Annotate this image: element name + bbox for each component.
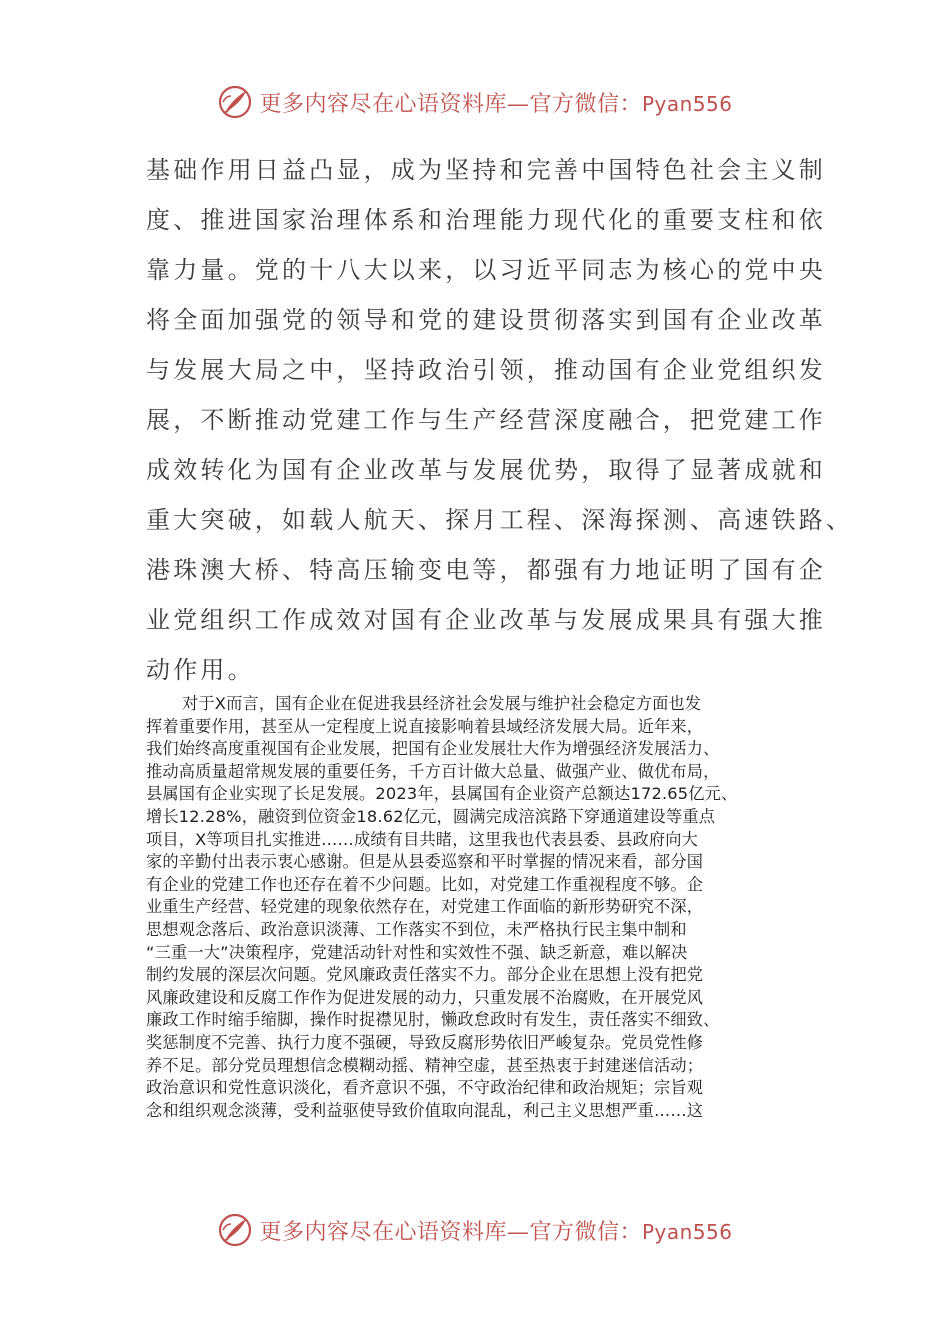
paragraph-line: 业重生产经营、轻党建的现象依然存在，对党建工作面临的新形势研究不深， [146, 897, 704, 917]
watermark-text [259, 87, 732, 118]
paragraph-line: 动作用。 [146, 656, 255, 684]
paragraph-line: 念和组织观念淡薄，受利益驱使导致价值取向混乱，利己主义思想严重……这 [146, 1100, 704, 1120]
paragraph-line: 港珠澳大桥、特高压输变电等，都强有力地证明了国有企 [146, 556, 826, 584]
paragraph-line: 靠力量。党的十八大以来，以习近平同志为核心的党中央 [146, 256, 826, 284]
paragraph-line: 项目，X等项目扎实推进……成绩有目共睹，这里我也代表县委、县政府向大 [146, 829, 699, 849]
watermark-wechat-id: Pyan556 [642, 91, 733, 116]
quill-pen-logo-icon [217, 84, 253, 120]
paragraph-line: 我们始终高度重视国有企业发展，把国有企业发展壮大作为增强经济发展活力、 [146, 739, 720, 759]
watermark-label: 更多内容尽在心语资料库—官方微信： [259, 91, 642, 117]
paragraph-line: 展，不断推动党建工作与生产经营深度融合，把党建工作 [146, 406, 826, 434]
paragraph-line: 思想观念落后、政治意识淡薄、工作落实不到位，未严格执行民主集中制和 [146, 919, 687, 939]
paragraph-line: 风廉政建设和反腐工作作为促进发展的动力，只重发展不治腐败，在开展党风 [146, 987, 704, 1007]
watermark-label: 更多内容尽在心语资料库—官方微信： [259, 1219, 642, 1245]
paragraph-line: 制约发展的深层次问题。党风廉政责任落实不力。部分企业在思想上没有把党 [146, 965, 704, 985]
paragraph-line: 县属国有企业实现了长足发展。2023年，县属国有企业资产总额达172.65亿元、 [146, 784, 738, 804]
paragraph-line: 对于X而言，国有企业在促进我县经济社会发展与维护社会稳定方面也发 [182, 694, 702, 713]
paragraph-line: 推动高质量超常规发展的重要任务，千方百计做大总量、做强产业、做优布局， [146, 761, 720, 781]
paragraph-line: 养不足。部分党员理想信念模糊动摇、精神空虚，甚至热衷于封建迷信活动； [146, 1055, 704, 1075]
paragraph-line: 度、推进国家治理体系和治理能力现代化的重要支柱和依 [146, 206, 826, 234]
watermark-text [259, 1215, 732, 1246]
paragraph-line: 家的辛勤付出表示衷心感谢。但是从县委巡察和平时掌握的情况来看，部分国 [146, 852, 704, 872]
paragraph-line: 业党组织工作成效对国有企业改革与发展成果具有强大推 [146, 606, 826, 634]
paragraph-line: 政治意识和党性意识淡化，看齐意识不强，不守政治纪律和政治规矩；宗旨观 [146, 1078, 704, 1098]
watermark-wechat-id: Pyan556 [642, 1219, 733, 1244]
paragraph-line: 与发展大局之中，坚持政治引领，推动国有企业党组织发 [146, 356, 826, 384]
large-paragraph [146, 145, 854, 695]
paragraph-line: 重大突破，如载人航天、探月工程、深海探测、高速铁路、 [146, 506, 854, 534]
paragraph-line: 有企业的党建工作也还存在着不少问题。比如，对党建工作重视程度不够。企 [146, 874, 704, 894]
paragraph-line: 奖惩制度不完善、执行力度不强硬，导致反腐形势依旧严峻复杂。党员党性修 [146, 1032, 704, 1052]
paragraph-line: “三重一大”决策程序，党建活动针对性和实效性不强、缺乏新意，难以解决 [146, 942, 688, 962]
paragraph-line: 挥着重要作用，甚至从一定程度上说直接影响着县域经济发展大局。近年来， [146, 716, 704, 736]
paragraph-line: 廉政工作时缩手缩脚，操作时捉襟见肘，懒政怠政时有发生，责任落实不细致、 [146, 1010, 720, 1030]
footer-watermark [0, 1208, 950, 1252]
paragraph-line: 成效转化为国有企业改革与发展优势，取得了显著成就和 [146, 456, 826, 484]
small-paragraph [146, 693, 802, 1122]
paragraph-line: 基础作用日益凸显，成为坚持和完善中国特色社会主义制 [146, 156, 826, 184]
header-watermark [0, 80, 950, 124]
quill-pen-logo-icon [217, 1212, 253, 1248]
paragraph-line: 将全面加强党的领导和党的建设贯彻落实到国有企业改革 [146, 306, 826, 334]
paragraph-line: 增长12.28%，融资到位资金18.62亿元，圆满完成涪滨路下穿通道建设等重点 [146, 806, 716, 826]
